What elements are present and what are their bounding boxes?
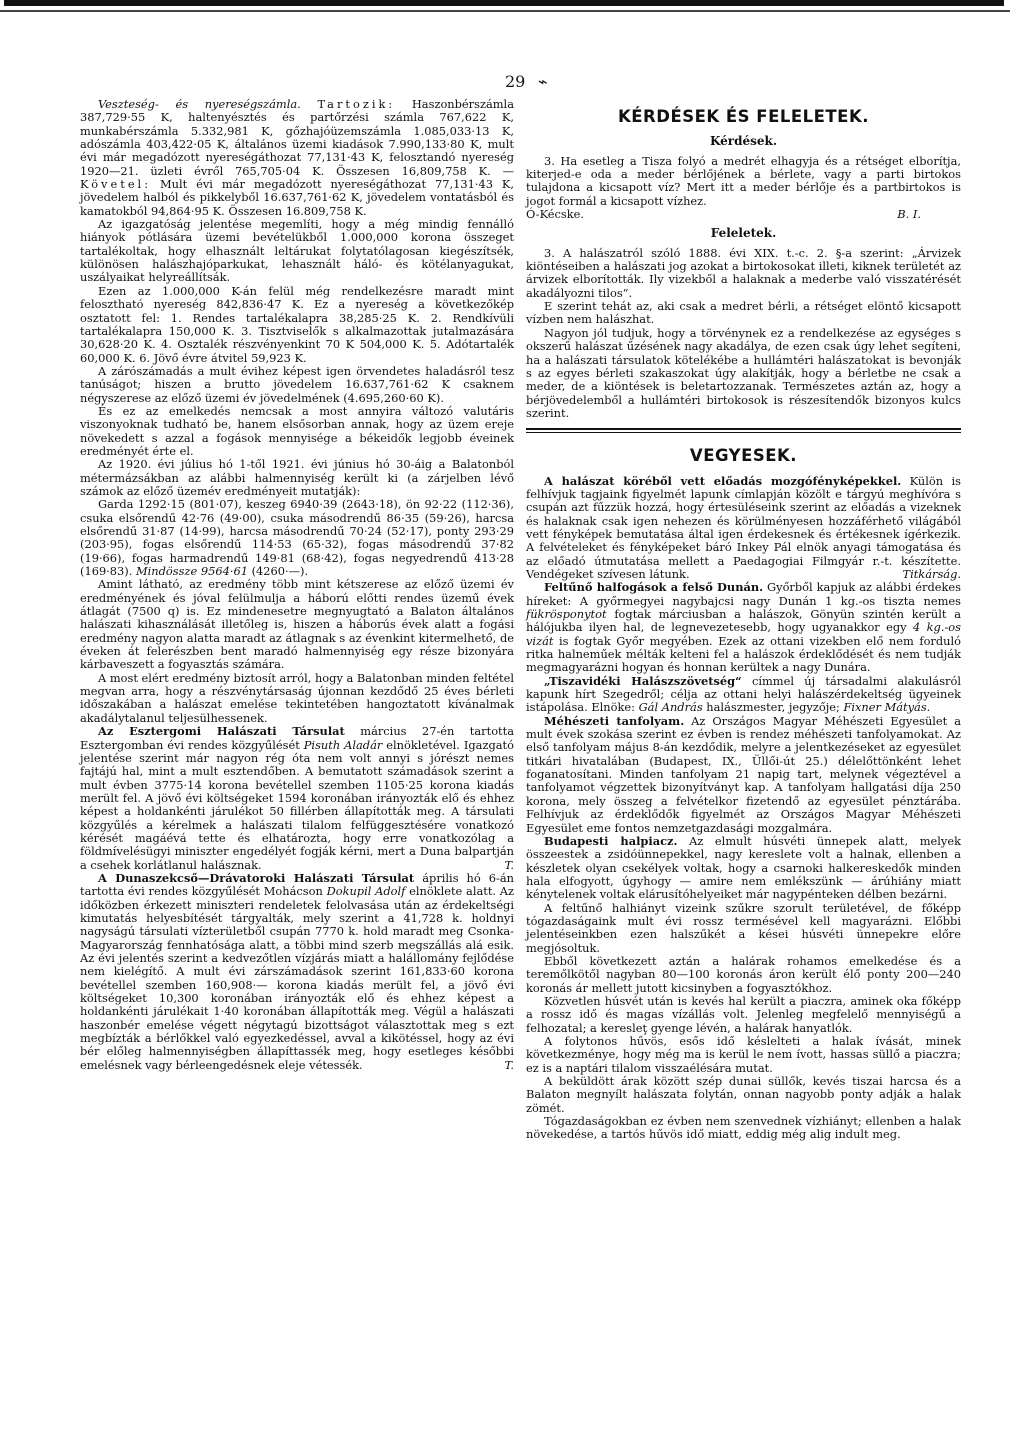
closing-accounts-paragraph: A zárószámadás a mult évihez képest igen örvendetes haladásról tesz tanúságot; hiszen a brutto jövedelem 16.637,761·62 K csaknem négyszerese az előző üzemi év jövedelmének (4.695,260·60 K). — [80, 363, 514, 405]
signature: T. — [504, 857, 514, 872]
answer-paragraph-1: 3. A halászatról szóló 1888. évi XIX. t.-c. 2. §-a szerint: „Árvizek kiöntéseiben a halászati jog azokat a birtokosokat illeti, kiknek területét az árvizek elborították. Ily vizekből a halaknak a mederbe való visszatérését akadályozni tilos“. — [526, 245, 961, 300]
question-signature: Ó-Kécske. B. I. — [526, 207, 921, 222]
answer-paragraph-3: Nagyon jól tudjuk, hogy a törvénynek ez a rendelkezése az egységes s okszerű halászat űzésének nagy akadálya, de ezen csak úgy lehet segíteni, ha a halászati társulatok kötelékébe a hullámtéri halászatokat is bevonják s az egyes bérleti szakaszokat úgy alakítják, hogy a bérletbe ne csak a meder, de a kiöntések is beletartozzanak. Természetes aztán az, hogy a bérjövedelemből a hullámtéri birtokosok is részesítendők bizonyos kulcs szerint. — [526, 325, 961, 420]
danube-catches-paragraph: Feltűnő halfogások a felső Dunán. Győrből kapjuk az alábbi érdekes híreket: A győrmegyei nagybajcsi nagy Dunán 1 kg.-os tiszta nemes fükrösponytot fogtak márciusban a halászok, Gönyün szintén került a hálójukba ilyen hal, de legnevezetesebb, hogy ugyanakkor egy 4 kg.-os vizát is fogtak Győr megyében. Ezek az ottani vizekben elő nem forduló ritka halneműek mélták kelteni fel a halászok érdeklődését és nem tudják megmagyarázni hogyan és honnan kerültek a nagy Dunára. — [526, 580, 962, 675]
fish-market-paragraph: Budapesti halpiacz. Az elmult húsvéti ünnepek alatt, melyek összeestek a zsidóünnepekkel, nagy kereslete volt a halnak, ellenben a készletek olyan csekélyek voltak, hogy a csarnoki halkereskedők minden hala elfogyott, úgyhogy — amire nem emlékszünk — árúhiány miatt kénytelenek voltak elárusítóhelyeiket már nagypénteken délben bezárni. — [526, 833, 962, 902]
misc-heading: VEGYESEK. — [689, 446, 798, 466]
answer-paragraph-2: E szerint tehát az, aki csak a medret bérli, a rétséget elöntő kicsapott vízben nem halászhat. — [526, 299, 961, 327]
divider — [526, 432, 961, 433]
qa-heading: KÉRDÉSEK ÉS FELELETEK. — [617, 107, 869, 126]
tisza-federation-paragraph: „Tiszavidéki Halászszövetség“ címmel új társadalmi alakulásról kapunk hírt Szegedről; célja az ottani helyi halászérdekeltség ügyeinek istápolása. Elnöke: Gál András halászmester, jegyzője; Fixner Mátyás. — [526, 673, 962, 715]
market-paragraph-7: Tógazdaságokban ez évben nem szenvednek vízhiányt; ellenben a halak növekedése, a tartós hűvös idő miatt, eddig még alig indult meg. — [526, 1114, 961, 1142]
left-column — [80, 98, 514, 1072]
questions-heading: Kérdések. — [709, 134, 778, 149]
outlook-paragraph: A most elért eredmény biztosít arról, hogy a Balatonban minden feltétel megvan arra, hogy a részvénytársaság újonnan kezdődő 25 éves bérleti időszakában a halászat emelése tekintetében hangoztatott kívánalmak akadálytalanul teljesülhessenek. — [80, 670, 514, 725]
catch-list-paragraph: Garda 1292·15 (801·07), keszeg 6940·39 (2643·18), ön 92·22 (112·36), csuka elsőrendű 42·76 (49·00), csuka másodrendű 86·35 (59·26), harcsa elsőrendű 31·87 (14·99), harcsa másodrendű 70·24 (52·17), ponty 293·29 (203·95), fogas elsőrendű 114·53 (65·32), fogas másodrendű 37·82 (19·66), fogas harmadrendű 149·81 (68·42), fogas negyedrendű 413·28 (169·83). Mindössze 9564·61 (4260·—). — [80, 497, 514, 579]
reserve-paragraph: Az igazgatóság jelentése megemlíti, hogy a még mindig fennálló hiányok pótlására üzemi bevételükből 1.000,000 korona összeget tartalékoltak, hogy elhasznált leltárukat folytatólagosan kiegészítsék, különösen halászhajóparkukat, lehasznált háló- és kötélanyagukat, uszályaikat helyreállítsák. — [80, 217, 514, 285]
market-paragraph-3: Ebből következett aztán a halárak rohamos emelkedése és a teremőlkötől nagyban 80—100 koronás áron került élő ponty 200—240 koronás ár mellett jutott kicsinyben a fogyasztókhoz. — [526, 953, 961, 995]
distribution-paragraph: Ezen az 1.000,000 K-án felül még rendelkezésre maradt mint felosztható nyereség 842,836·47 K. Ez a nyereség a következőkép osztatott fel: 1. Rendes tartalékalapra 38,285·25 K. 2. Rendkívüli tartalékalapra 150,000 K. 3. Tisztviselők s alkalmazottak jutalmazására 30,628·20 K. 4. Osztalék részvényenkint 70 K 504,000 K. 5. Adótartalék 60,000 K. 6. Jövő évre átvitel 59,923 K. — [80, 283, 514, 365]
ornament-icon: ⌁ — [538, 72, 548, 91]
top-border — [0, 0, 1024, 14]
film-lecture-paragraph: A halászat köréből vett előadás mozgófényképekkel. Külön is felhívjuk tagjaink figyelmét lapunk címlapján közölt e tárgyú meghívóra s csupán azt fűzzük hozzá, hogy értesüléseink szerint az előadás a vizeknek és halaknak csak igen nehezen és körülményesen hozzáférhető világából vett fényképek bemutatása által igen érdekesnek és értékesnek ígérkezik. A felvételeket és fényképeket báró Inkey Pál elnök anyagi támogatása és az előadó útmutatása mellett a Paedagogiai Filmgyár r.-t. készítette. Vendégeket szívesen látunk. Titkárság. — [526, 473, 962, 581]
market-paragraph-2: A feltűnő halhiányt vizeink szűkre szorult területével, de főképp tógazdaságaink mult évi rossz termésével kell magyarázni. Előbbi jelentéseinkben ezen halszűkét a kései húsvéti ünnepekre előre megjósoltuk. — [526, 900, 961, 955]
result-paragraph: Amint látható, az eredmény több mint kétszerese az előző üzemi év eredményének és jóval felülmulja a háború előtti rendes üzemű évek átlagát (7500 q) is. Ez mindenesetre megnyugtató a Balaton általános halászati kihasználását illetőleg is, hiszen a háborús évek alatt a fogási eredmény nagyon alatta maradt az átlagnak s az évenkint kitermelhető, de éveken át felerészben bent maradó halmennyiség egy része bizonyára kárbaveszett a fogyasztás számára. — [80, 577, 514, 672]
catch-intro-paragraph: Az 1920. évi július hó 1-től 1921. évi június hó 30-áig a Balatonból métermázsákban az alábbi halmennyiség került ki (a zárjelben lévő számok az előző üzemév eredményeit mutatják): — [80, 457, 514, 498]
question-3: 3. Ha esetleg a Tisza folyó a medrét elhagyja és a rétséget elborítja, kiterjed-e oda a meder bérlőjének a bérlete, vagy a parti birtokos tulajdona a kicsapott víz? Mert itt a meder bérlője és a partbirtokos is jogot formál a kicsapott vízhez. — [526, 153, 961, 208]
beekeeping-course-paragraph: Méhészeti tanfolyam. Az Országos Magyar Méhészeti Egyesület a mult évek szokása szerint ez évben is rendez méhészeti tanfolyamokat. Az első tanfolyam május 8-án kezdődik, melyre a jelentkezéseket az egyesület titkári hivatalában (Budapest, IX., Üllői-út 25.) délelőttönként lehet foganatosítani. Minden tanfolyam 21 napig tart, melynek végeztével a tanfolyamot végzettek bizonyítványt kap. A tanfolyam hallgatási díja 250 korona, mely összeg a felvételkor fizetendő az egyesület pénztárába. Felhívjuk az érdeklődők figyelmét az Országos Magyar Méhészeti Egyesület eme fontos nemzetgazdasági mozgalmára. — [526, 713, 961, 835]
signature: T. — [504, 1057, 514, 1072]
market-paragraph-4: Közvetlen húsvét után is kevés hal került a piaczra, aminek oka főképp a rossz idő és magas vízállás volt. Jelenleg megfelelő mennyiségű a felhozatal; a keresleţ gyenge lévén, a halárak hanyatlók. — [526, 993, 961, 1035]
answers-heading: Feleletek. — [710, 226, 777, 241]
esztergom-paragraph: Az Esztergomi Halászati Társulat március 27-én tartotta Esztergomban évi rendes közgyűlését Pisuth Aladár elnökletével. Igazgató jelentése szerint már nagyon rég óta nem volt annyi s jórészt nemes fajtájú hal, mint a mult esztendőben. A bemutatott számadások szerint a mult évben 3775·14 korona bevétellel szemben 1105·25 korona kiadás merült fel. A jövő évi költségeket 1594 koronában irányozták elő és ehhez képest a holdankénti járulékot 50 fillérben állapították meg. A társulati közgyűlés a kérelmek a halászati tilalom felfüggesztésére vonatkozó kérését magáévá tette és elhatározta, hogy erre vonatkozólag a földmívelésügyi miniszter engedélyét fogják kérni, mert a Duna balpartján a csehek korlátlanul halásznak. T. — [80, 724, 514, 872]
increase-paragraph: És ez az emelkedés nemcsak a most annyira változó valutáris viszonyoknak tudható be, hanem elsősorban annak, hogy az üzem ereje növekedett s azzal a fogások mennyisége a békeidők legjobb éveinek eredményét érte el. — [80, 403, 514, 458]
dunaszekcso-paragraph: A Dunaszekcső—Drávatoroki Halászati Társulat április hó 6-án tartotta évi rendes közgyűlését Mohácson Dokupil Adolf elnöklete alatt. Az időközben érkezett miniszteri rendeletek felolvasása után az érdekeltségi kimutatás helyesbítését tárgyalták, mely szerint a 41,728 k. holdnyi nagyságú társulati vízterületből csupán 7770 k. hold maradt meg Csonka-Magyarország fennhatósága alatt, a többi mind szerb megszállás alá esik. Az évi jelentés szerint a kedvezőtlen vízjárás miatt a halállomány fejlődése nem kielégítő. A mult évi zárszámadások szerint 161,833·60 korona bevétellel szemben 160,908·— korona kiadás merült fel, a jövő évi költségeket 10,300 koronában irányozták elő és ehhez képest a holdankénti járulékait 1·40 koronában állapították meg. Végül a halászati haszonbér emelése végett négytagú bizottságot választottak meg s ezt megbízták a bérlőkkel való egyezkedéssel, avval a kikötéssel, hogy az évi bér előleg halmennyiségben állapíttassék meg, hogy esetleges későbbi emelésnek vagy bérleengedésnek eleje vétessék. T. — [80, 870, 515, 1072]
page-number: 29 — [505, 72, 526, 91]
profit-loss-paragraph: Veszteség- és nyereségszámla. Tartozik: Haszonbérszámla 387,729·55 K, haltenyésztés és partőrzési számla 767,622 K, munkabérszámla 5.332,981 K, gőzhajóüzemszámla 1.085,033·13 K, adószámla 403,422·05 K, általános üzemi kiadások 7.990,133·80 K, mult évi már megadózott nyereségáthozat 77,131·43 K, felosztandó nyereség 1920—21. üzleti évről 765,705·04 K. Összesen 16,809,758 K. — Követel: Mult évi már megadózott nyereségáthozat 77,131·43 K, jövedelem halból és pikkelyből 16.637,761·62 K, jövedelem vontatásból és kamatokból 94,864·95 K. Összesen 16.809,758 K. — [80, 97, 515, 218]
right-column — [526, 98, 961, 1142]
market-paragraph-6: A beküldött árak között szép dunai süllők, kevés tiszai harcsa és a Balaton megnyílt halászata folytán, onnan nagyobb ponty adják a halak zömét. — [526, 1074, 961, 1115]
divider — [526, 428, 961, 430]
market-paragraph-5: A folytonos hűvös, esős idő késlelteti a halak ívását, minek következménye, hogy még ma is kerül le nem ívott, hassas süllő a piaczra; ez is a naptári tilalom visszaélésára mutat. — [526, 1034, 961, 1075]
